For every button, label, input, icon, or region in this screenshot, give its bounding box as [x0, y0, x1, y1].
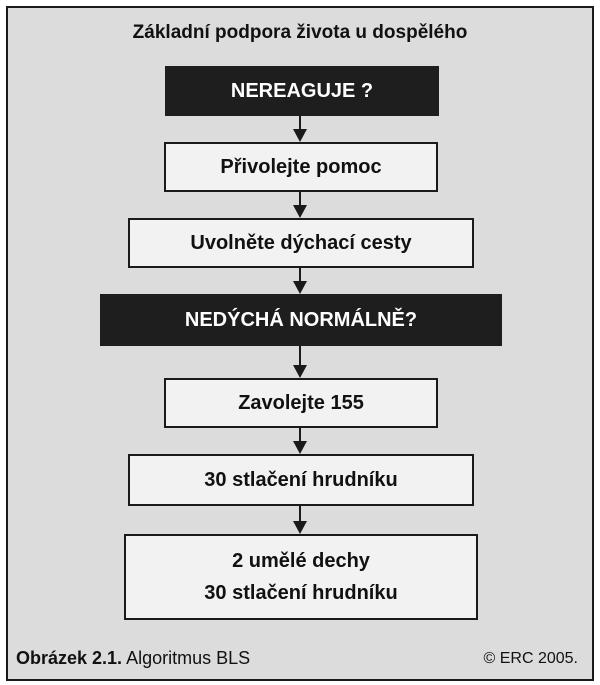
arrow-2 [286, 192, 314, 218]
arrow-3 [286, 268, 314, 294]
step-unresponsive-label: NEREAGUJE ? [230, 80, 374, 102]
step-open-airway-label: Uvolněte dýchací cesty [190, 232, 412, 254]
step-breaths-label: 2 umělé dechy [232, 550, 370, 572]
arrow-6 [286, 506, 314, 534]
figure-caption-text: Algoritmus BLS [126, 648, 251, 668]
step-open-airway [128, 218, 474, 268]
step-unresponsive [165, 66, 439, 116]
arrow-4 [286, 346, 314, 378]
step-compressions-label: 30 stlačení hrudníku [204, 469, 398, 491]
step-call-help [164, 142, 438, 192]
step-breaths-and-compressions [124, 534, 478, 620]
diagram-title: Základní podpora života u dospělého [132, 22, 468, 43]
step-compressions-repeat-label: 30 stlačení hrudníku [204, 582, 398, 604]
figure-caption-label: Obrázek 2.1. [16, 648, 123, 668]
arrow-1 [286, 116, 314, 142]
step-call-155-label: Zavolejte 155 [238, 392, 364, 414]
step-call-help-label: Přivolejte pomoc [220, 156, 382, 178]
figure-caption [16, 648, 250, 669]
step-not-breathing [100, 294, 502, 346]
copyright-notice: © ERC 2005. [483, 650, 578, 667]
step-not-breathing-label: NEDÝCHÁ NORMÁLNĚ? [184, 309, 418, 331]
step-call-155 [164, 378, 438, 428]
step-compressions [128, 454, 474, 506]
arrow-5 [286, 428, 314, 454]
